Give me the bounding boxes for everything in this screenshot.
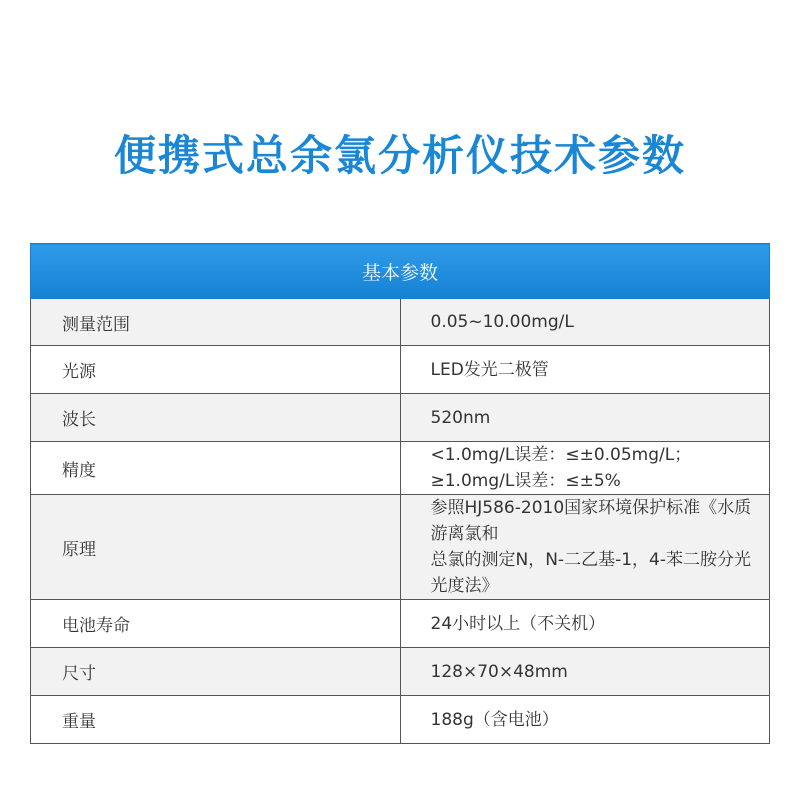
row-value-weight: 188g（含电池） [400, 696, 770, 744]
table-row [31, 394, 770, 442]
row-label-accuracy: 精度 [31, 442, 401, 495]
row-label-principle: 原理 [31, 495, 401, 600]
table-row [31, 442, 770, 495]
row-value-dimensions: 128×70×48mm [400, 648, 770, 696]
row-label-battery-life: 电池寿命 [31, 600, 401, 648]
table-row [31, 495, 770, 600]
row-value-principle [400, 495, 770, 600]
row-label-measure-range: 测量范围 [31, 299, 401, 346]
row-value-wavelength: 520nm [400, 394, 770, 442]
table-row [31, 696, 770, 744]
row-value-measure-range: 0.05~10.00mg/L [400, 299, 770, 346]
table-row [31, 299, 770, 346]
spec-table [30, 243, 770, 744]
row-label-weight: 重量 [31, 696, 401, 744]
table-row [31, 648, 770, 696]
row-value-accuracy: <1.0mg/L误差：≤±0.05mg/L；≥1.0mg/L误差：≤±5% [400, 442, 770, 495]
principle-line-2: 总氯的测定N，N-二乙基-1，4-苯二胺分光光度法》 [430, 550, 751, 596]
row-value-light-source: LED发光二极管 [400, 346, 770, 394]
table-row [31, 600, 770, 648]
page-title: 便携式总余氯分析仪技术参数 [113, 131, 686, 181]
table-header: 基本参数 [31, 244, 770, 299]
table-header-row [31, 244, 770, 299]
row-label-light-source: 光源 [31, 346, 401, 394]
principle-line-1: 参照HJ586-2010国家环境保护标准《水质游离氯和 [430, 498, 752, 544]
table-row [31, 346, 770, 394]
row-value-battery-life: 24小时以上（不关机） [400, 600, 770, 648]
row-label-wavelength: 波长 [31, 394, 401, 442]
row-label-dimensions: 尺寸 [31, 648, 401, 696]
